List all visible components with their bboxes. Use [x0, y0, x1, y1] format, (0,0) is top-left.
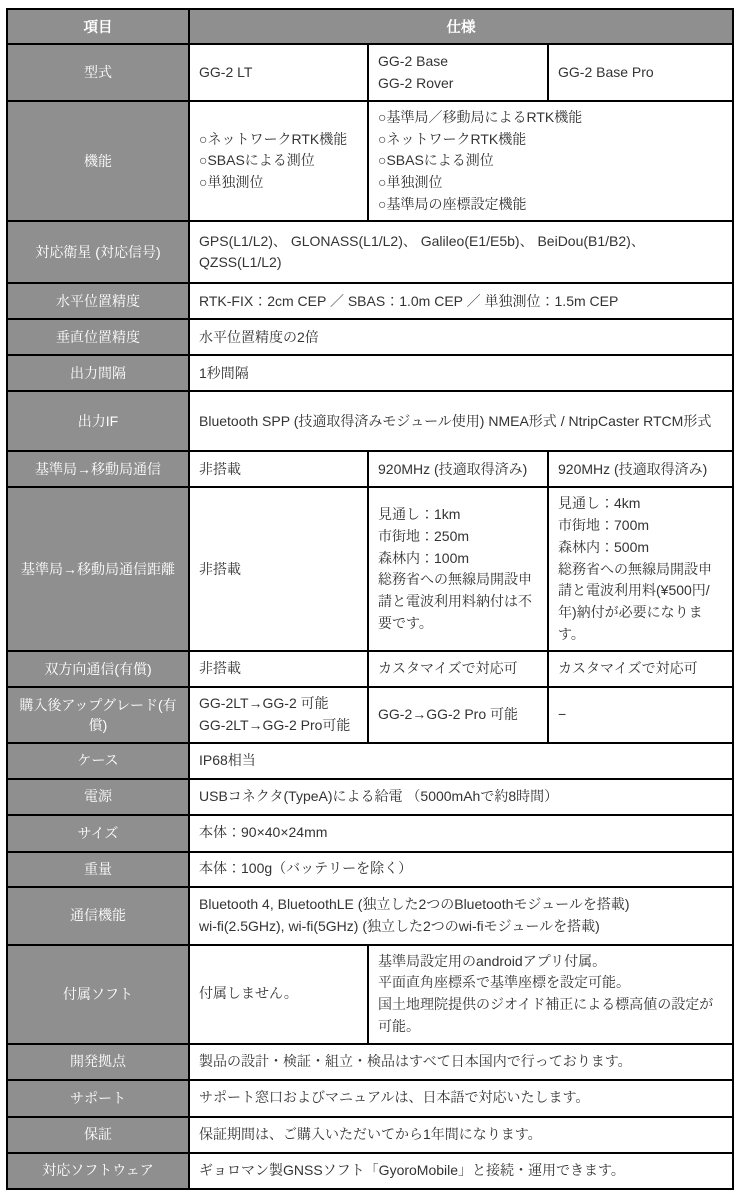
spec-line: ○単独測位	[199, 174, 264, 191]
spec-cell	[548, 44, 733, 101]
row-header: 対応ソフトウェア	[7, 1153, 189, 1189]
spec-cell	[189, 355, 733, 391]
spec-cell	[189, 451, 368, 487]
spec-line: GPS(L1/L2)、 GLONASS(L1/L2)、 Galileo(E1/E5b)、 BeiDou(B1/B2)、 QZSS(L1/L2)	[199, 232, 645, 271]
row-header: 購入後アップグレード(有償)	[7, 687, 189, 742]
spec-line: 非搭載	[199, 560, 241, 577]
spec-line: 非搭載	[199, 460, 241, 477]
table-row	[7, 451, 733, 487]
spec-line: カスタマイズで対応可	[378, 660, 518, 677]
spec-cell	[548, 687, 733, 742]
table-row	[7, 1153, 733, 1189]
spec-line: ○ネットワークRTK機能	[378, 130, 527, 147]
spec-cell	[189, 221, 733, 283]
row-header: 電源	[7, 779, 189, 815]
row-header: 基準局→移動局通信距離	[7, 487, 189, 651]
spec-line: wi-fi(2.5GHz), wi-fi(5GHz) (独立した2つのwi-fiモジュールを搭載)	[199, 917, 600, 934]
spec-line: IP68相当	[199, 751, 256, 768]
table-row	[7, 651, 733, 687]
spec-line: 基準局設定用のandroidアプリ付属。	[378, 952, 607, 969]
row-header: 開発拠点	[7, 1044, 189, 1080]
spec-line: ○基準局の座標設定機能	[378, 195, 527, 212]
spec-cell	[368, 487, 548, 651]
spec-line: 非搭載	[199, 660, 241, 677]
spec-cell	[189, 743, 733, 779]
spec-line: 付属しません。	[199, 985, 298, 1002]
row-header: 保証	[7, 1117, 189, 1153]
spec-line: Bluetooth SPP (技適取得済みモジュール使用) NMEA形式 / NtripCaster RTCM形式	[199, 412, 712, 429]
spec-cell	[548, 651, 733, 687]
spec-line: 本体：100g（バッテリーを除く）	[199, 860, 413, 877]
spec-line: ○基準局／移動局によるRTK機能	[378, 109, 583, 125]
table-row	[7, 887, 733, 945]
spec-line: 市街地：250m	[378, 527, 470, 544]
table-row	[7, 319, 733, 355]
spec-line: 森林内：100m	[378, 549, 470, 566]
spec-cell	[189, 687, 368, 742]
spec-cell	[189, 487, 368, 651]
spec-line: 国土地理院提供のジオイド補正による標高値の設定が可能。	[378, 996, 714, 1034]
spec-line: 見通し：4km	[558, 495, 641, 512]
spec-line: GG-2 Base Pro	[558, 63, 654, 80]
row-header: 出力IF	[7, 391, 189, 451]
spec-line: Bluetooth 4, BluetoothLE (独立した2つのBluetoothモジュールを搭載)	[199, 895, 630, 912]
spec-line: 水平位置精度の2倍	[199, 328, 319, 345]
spec-line: 森林内：500m	[558, 538, 650, 555]
spec-cell	[189, 1153, 733, 1189]
spec-line: 製品の設計・検証・組立・検品はすべて日本国内で行っております。	[199, 1052, 632, 1069]
spec-cell	[368, 44, 548, 101]
spec-cell	[189, 283, 733, 319]
row-header: 付属ソフト	[7, 945, 189, 1044]
spec-line: ○SBASによる測位	[378, 152, 494, 169]
spec-line: GG-2→GG-2 Pro 可能	[378, 706, 519, 723]
spec-line: ギョロマン製GNSSソフト「GyoroMobile」と接続・運用できます。	[199, 1161, 625, 1178]
spec-cell	[368, 101, 733, 221]
spec-cell	[189, 852, 733, 887]
table-row	[7, 355, 733, 391]
spec-line: 見通し：1km	[378, 506, 461, 523]
spec-cell	[189, 651, 368, 687]
spec-cell	[368, 451, 548, 487]
row-header: 通信機能	[7, 887, 189, 945]
spec-line: 920MHz (技適取得済み)	[558, 460, 708, 477]
table-row	[7, 101, 733, 221]
spec-cell	[368, 945, 733, 1044]
row-header: 出力間隔	[7, 355, 189, 391]
table-row	[7, 852, 733, 887]
spec-cell	[189, 815, 733, 852]
spec-cell	[189, 887, 733, 945]
spec-cell	[189, 44, 368, 101]
column-header-item: 項目	[7, 9, 189, 44]
row-header: 垂直位置精度	[7, 319, 189, 355]
table-row	[7, 283, 733, 319]
spec-line: ○単独測位	[378, 174, 443, 191]
spec-line: 総務省への無線局開設申請と電波利用料(¥500円/年)納付が必要になります。	[558, 560, 712, 642]
spec-cell	[548, 487, 733, 651]
spec-line: USBコネクタ(TypeA)による給電 （5000mAhで約8時間）	[199, 787, 559, 804]
spec-cell	[189, 101, 368, 221]
spec-line: GG-2LT→GG-2 Pro可能	[199, 716, 351, 733]
row-header: 双方向通信(有償)	[7, 651, 189, 687]
spec-cell	[189, 391, 733, 451]
table-row	[7, 1044, 733, 1080]
spec-cell	[189, 1080, 733, 1117]
spec-line: ○ネットワークRTK機能	[199, 130, 348, 147]
row-header: 型式	[7, 44, 189, 101]
spec-line: 920MHz (技適取得済み)	[378, 460, 528, 477]
spec-line: GG-2LT→GG-2 可能	[199, 695, 329, 712]
spec-line: ○SBASによる測位	[199, 152, 315, 169]
spec-line: 本体：90×40×24mm	[199, 824, 328, 841]
spec-cell	[189, 1044, 733, 1080]
spec-cell	[368, 651, 548, 687]
table-row	[7, 1117, 733, 1153]
spec-line: GG-2 LT	[199, 63, 253, 80]
column-header-spec: 仕様	[189, 9, 733, 44]
spec-line: GG-2 Rover	[378, 74, 454, 91]
spec-table	[6, 8, 734, 1190]
table-row	[7, 743, 733, 779]
row-header: ケース	[7, 743, 189, 779]
row-header: サポート	[7, 1080, 189, 1117]
spec-line: サポート窓口およびマニュアルは、日本語で対応いたします。	[199, 1089, 590, 1106]
table-row	[7, 815, 733, 852]
table-row	[7, 391, 733, 451]
spec-cell	[189, 779, 733, 815]
spec-line: 総務省への無線局開設申請と電波利用料納付は不要です。	[378, 571, 532, 631]
spec-line: 市街地：700m	[558, 517, 650, 534]
spec-line: RTK-FIX：2cm CEP ／ SBAS：1.0m CEP ／ 単独測位：1.5m CEP	[199, 292, 619, 309]
table-row	[7, 1080, 733, 1117]
spec-line: 1秒間隔	[199, 364, 249, 381]
table-row	[7, 44, 733, 101]
spec-cell	[189, 319, 733, 355]
table-row	[7, 687, 733, 742]
row-header: 基準局→移動局通信	[7, 451, 189, 487]
spec-table-body	[7, 44, 733, 1189]
spec-line: −	[558, 706, 567, 723]
table-row	[7, 221, 733, 283]
row-header: 対応衛星 (対応信号)	[7, 221, 189, 283]
row-header: サイズ	[7, 815, 189, 852]
spec-cell	[189, 1117, 733, 1153]
spec-line: 保証期間は、ご購入いただいてから1年間になります。	[199, 1125, 542, 1142]
spec-cell	[189, 945, 368, 1044]
row-header: 機能	[7, 101, 189, 221]
spec-line: GG-2 Base	[378, 52, 449, 69]
spec-cell	[548, 451, 733, 487]
row-header: 重量	[7, 852, 189, 887]
table-row	[7, 779, 733, 815]
table-header-row	[7, 9, 733, 44]
row-header: 水平位置精度	[7, 283, 189, 319]
table-row	[7, 945, 733, 1044]
table-row	[7, 487, 733, 651]
spec-cell	[368, 687, 548, 742]
spec-line: カスタマイズで対応可	[558, 660, 698, 677]
spec-line: 平面直角座標系で基準座標を設定可能。	[378, 974, 630, 991]
